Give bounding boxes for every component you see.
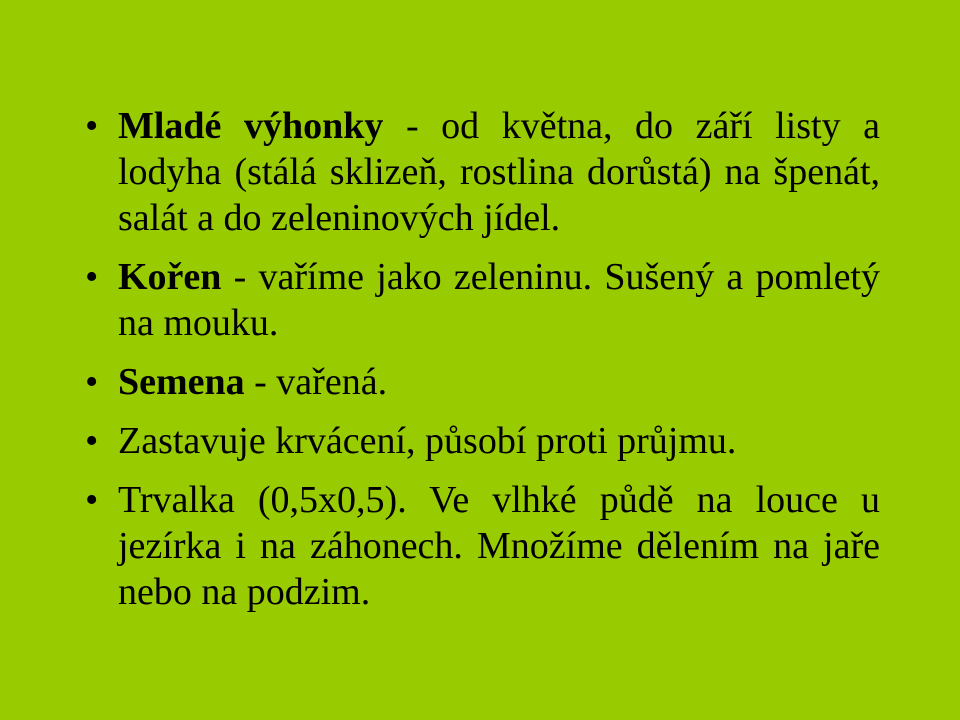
bullet-text: - od května, do září listy a lodyha (stálá sklizeň, rostlina dorůstá) na špenát, salát a do zeleninových jídel.	[118, 105, 881, 239]
bullet-item-effects	[80, 418, 880, 464]
bullet-icon: •	[85, 256, 99, 298]
bullet-icon: •	[85, 479, 99, 521]
bullet-term: Kořen	[118, 256, 222, 298]
bullet-text: Zastavuje krvácení, působí proti průjmu.	[118, 420, 737, 462]
bullet-text: - vaříme jako zeleninu. Sušený a pomletý na mouku.	[118, 256, 880, 344]
bullet-item-young-shoots	[80, 103, 880, 241]
bullet-term: Semena	[118, 361, 245, 403]
bullet-text: Trvalka (0,5x0,5). Ve vlhké půdě na louce u jezírka i na záhonech. Množíme dělením na jaře nebo na podzim.	[118, 479, 880, 613]
bullet-item-root	[80, 254, 880, 346]
bullet-text: - vařená.	[244, 361, 388, 403]
bullet-icon: •	[85, 105, 99, 147]
bullet-item-perennial	[80, 477, 880, 615]
bullet-item-seeds	[80, 359, 880, 405]
bullet-term: Mladé výhonky	[118, 105, 384, 147]
bullet-icon: •	[85, 420, 99, 462]
bullet-icon: •	[85, 361, 99, 403]
bullet-list	[80, 103, 880, 628]
